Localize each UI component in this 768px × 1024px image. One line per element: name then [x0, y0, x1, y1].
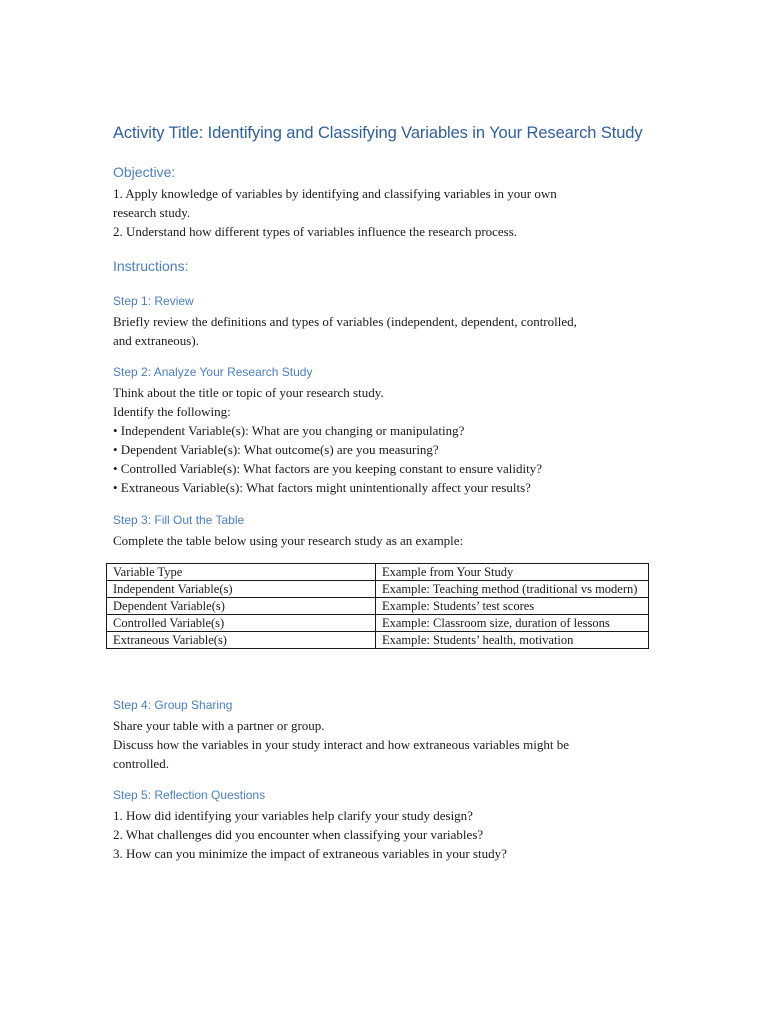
step1-line: Briefly review the definitions and types of variables (independent, dependent, controlled,: [113, 314, 577, 329]
table-row: [107, 615, 649, 632]
table-header-row: [107, 564, 649, 581]
table-header-cell: Example from Your Study: [376, 564, 649, 581]
objective-line: 2. Understand how different types of variables influence the research process.: [113, 224, 518, 239]
step4-heading: Step 4: Group Sharing: [113, 698, 233, 712]
table-cell: Controlled Variable(s): [107, 615, 376, 632]
step1-line: and extraneous).: [113, 333, 199, 348]
objective-heading: Objective:: [113, 164, 176, 180]
step5-line: 2. What challenges did you encounter when classifying your variables?: [113, 827, 484, 842]
table-row: [107, 581, 649, 598]
instructions-heading: Instructions:: [113, 258, 189, 274]
table-cell: Example: Teaching method (traditional vs modern): [376, 581, 649, 598]
step3-line: Complete the table below using your research study as an example:: [113, 533, 464, 548]
table-header-cell: Variable Type: [107, 564, 376, 581]
step2-bullet: • Independent Variable(s): What are you changing or manipulating?: [113, 423, 465, 438]
table-cell: Independent Variable(s): [107, 581, 376, 598]
step2-bullet: • Controlled Variable(s): What factors are you keeping constant to ensure validity?: [113, 461, 542, 476]
step2-heading: Step 2: Analyze Your Research Study: [113, 365, 313, 379]
table-cell: Extraneous Variable(s): [107, 632, 376, 649]
step5-line: 3. How can you minimize the impact of extraneous variables in your study?: [113, 846, 507, 861]
step3-heading: Step 3: Fill Out the Table: [113, 513, 245, 527]
step2-line: Think about the title or topic of your research study.: [113, 385, 384, 400]
step5-heading: Step 5: Reflection Questions: [113, 788, 266, 802]
table-cell: Example: Students’ test scores: [376, 598, 649, 615]
objective-line: research study.: [113, 205, 191, 220]
variables-table: [106, 563, 649, 649]
step2-bullet: • Extraneous Variable(s): What factors might unintentionally affect your results?: [113, 480, 531, 495]
table-row: [107, 598, 649, 615]
step2-line: Identify the following:: [113, 404, 231, 419]
table-row: [107, 632, 649, 649]
step4-line: Discuss how the variables in your study interact and how extraneous variables might be: [113, 737, 569, 752]
table-cell: Example: Classroom size, duration of lessons: [376, 615, 649, 632]
step1-heading: Step 1: Review: [113, 294, 194, 308]
step5-line: 1. How did identifying your variables help clarify your study design?: [113, 808, 473, 823]
table-cell: Example: Students’ health, motivation: [376, 632, 649, 649]
activity-title: Activity Title: Identifying and Classifying Variables in Your Research Study: [113, 124, 643, 142]
step4-line: Share your table with a partner or group.: [113, 718, 325, 733]
step4-line: controlled.: [113, 756, 169, 771]
table-cell: Dependent Variable(s): [107, 598, 376, 615]
step2-bullet: • Dependent Variable(s): What outcome(s) are you measuring?: [113, 442, 439, 457]
objective-line: 1. Apply knowledge of variables by identifying and classifying variables in your own: [113, 186, 557, 201]
